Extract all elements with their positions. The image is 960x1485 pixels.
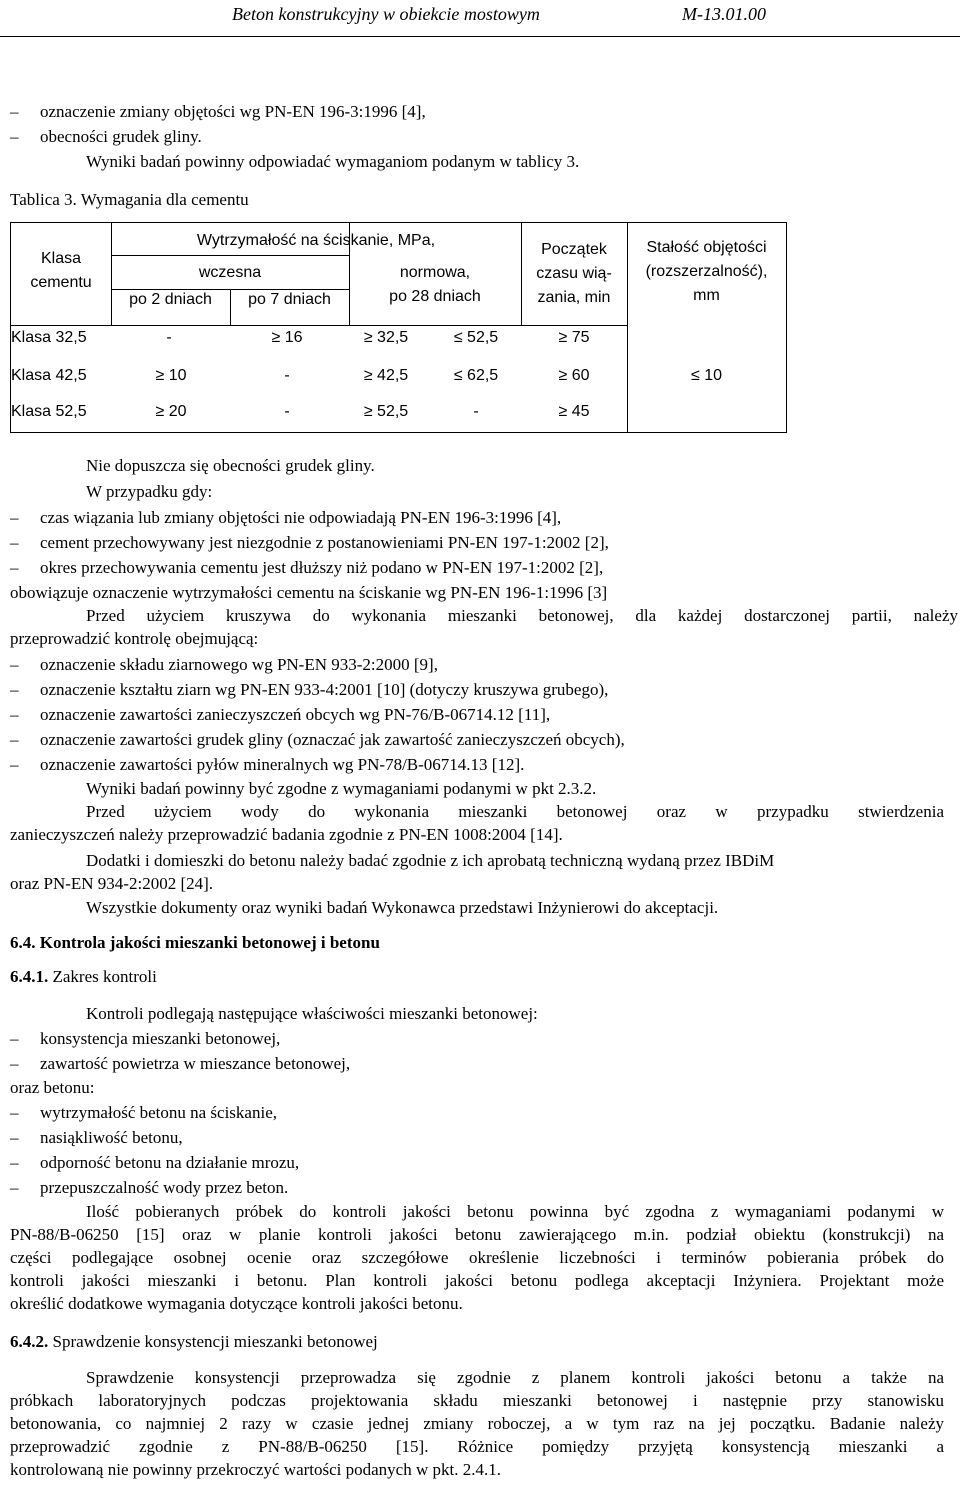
list-item-text: oznaczenie kształtu ziarn wg PN-EN 933-4:2001 [10] (dotyczy kruszywa grubego), — [40, 680, 609, 699]
table-cell: ≥ 10 — [155, 367, 187, 384]
table-cell: ≤ 62,5 — [453, 367, 499, 384]
list-item-text: oznaczenie zawartości pyłów mineralnych wg PN-78/B-06714.13 [12]. — [40, 755, 525, 774]
list-item-text: zawartość powietrza w mieszance betonowej, — [40, 1054, 351, 1073]
paragraph: PN-88/B-06250 [15] oraz w planie kontroli jakości betonu zawierającego m.in. podział obiektu (konstrukcji) na — [10, 1225, 944, 1244]
list-item-text: oznaczenie zmiany objętości wg PN-EN 196-3:1996 [4], — [40, 102, 426, 121]
header-stability: Stałość objętości — [646, 239, 767, 256]
table-caption: Tablica 3. Wymagania dla cementu — [10, 190, 249, 209]
document-code: M-13.01.00 — [682, 4, 766, 24]
paragraph: kontrolowaną nie powinny przekroczyć wartości podanych w pkt. 2.4.1. — [10, 1460, 501, 1479]
table-cell: ≥ 45 — [558, 403, 590, 420]
table-cell: ≤ 52,5 — [453, 329, 499, 346]
list-item-text: oznaczenie zawartości grudek gliny (oznaczać jak zawartość zanieczyszczeń obcych), — [40, 730, 625, 749]
paragraph: Wyniki badań powinny odpowiadać wymaganiom podanym w tablicy 3. — [86, 152, 580, 171]
table-cell: ≥ 60 — [558, 367, 590, 384]
list-item: – cement przechowywany jest niezgodnie z postanowieniami PN-EN 197-1:2002 [2], — [10, 533, 609, 552]
list-item-text: czas wiązania lub zmiany objętości nie odpowiadają PN-EN 196-3:1996 [4], — [40, 508, 562, 527]
header-klasa: Klasa — [40, 250, 82, 267]
paragraph: Przed użyciem wody do wykonania mieszanki betonowej oraz w przypadku stwierdzenia — [86, 802, 944, 821]
paragraph: Sprawdzenie konsystencji przeprowadza się zgodnie z planem kontroli jakości betonu a także na — [86, 1368, 944, 1387]
list-item: – oznaczenie zmiany objętości wg PN-EN 196-3:1996 [4], — [10, 102, 426, 121]
list-item-text: cement przechowywany jest niezgodnie z postanowieniami PN-EN 197-1:2002 [2], — [40, 533, 609, 552]
subsection-heading — [10, 1331, 378, 1353]
header-strength: Wytrzymałość na ściskanie, MPa, — [196, 232, 436, 249]
table-cell: - — [166, 329, 172, 346]
paragraph: Ilość pobieranych próbek do kontroli jakości betonu powinna być zgodna z wymaganiami podanymi w — [86, 1202, 944, 1221]
list-item: – przepuszczalność wody przez beton. — [10, 1178, 289, 1197]
paragraph: Wyniki badań powinny być zgodne z wymaganiami podanymi w pkt 2.3.2. — [86, 779, 597, 798]
paragraph: obowiązuje oznaczenie wytrzymałości cementu na ściskanie wg PN-EN 196-1:1996 [3] — [10, 583, 608, 602]
list-item-text: oznaczenie składu ziarnowego wg PN-EN 933-2:2000 [9], — [40, 655, 438, 674]
list-item-text: odporność betonu na działanie mrozu, — [40, 1153, 300, 1172]
paragraph: Przed użyciem kruszywa do wykonania mieszanki betonowej, dla każdej dostarczonej partii, należy — [86, 606, 958, 625]
paragraph: Dodatki i domieszki do betonu należy badać zgodnie z ich aprobatą techniczną wydaną przez IBDiM — [86, 851, 775, 870]
list-item-text: obecności grudek gliny. — [40, 127, 202, 146]
paragraph: Wszystkie dokumenty oraz wyniki badań Wykonawca przedstawi Inżynierowi do akceptacji. — [86, 898, 719, 917]
header-normal: po 28 dniach — [389, 288, 481, 305]
list-item-text: nasiąkliwość betonu, — [40, 1128, 183, 1147]
table-cell: ≥ 16 — [271, 329, 303, 346]
subsection-heading — [10, 966, 157, 988]
table-cell: - — [284, 403, 290, 420]
list-item-text: wytrzymałość betonu na ściskanie, — [40, 1103, 277, 1122]
table-cell: ≥ 32,5 — [363, 329, 409, 346]
table-cell: - — [473, 403, 479, 420]
document-title: Beton konstrukcyjny w obiekcie mostowym — [232, 4, 540, 24]
list-item: – okres przechowywania cementu jest dłuższy niż podano w PN-EN 197-1:2002 [2], — [10, 558, 604, 577]
table-cell-klasa: Klasa 42,5 — [11, 367, 87, 384]
header-stability: (rozszerzalność), — [645, 263, 768, 280]
list-item: – zawartość powietrza w mieszance betonowej, — [10, 1054, 351, 1073]
list-item-text: okres przechowywania cementu jest dłuższy niż podano w PN-EN 197-1:2002 [2], — [40, 558, 604, 577]
paragraph: W przypadku gdy: — [86, 482, 213, 501]
page-header — [0, 0, 960, 37]
cement-requirements-table — [10, 222, 787, 433]
list-item-text: konsystencja mieszanki betonowej, — [40, 1029, 281, 1048]
header-setting: zania, min — [537, 289, 611, 306]
paragraph: przeprowadzić zgodnie z PN-88/B-06250 [15]. Różnice pomiędzy przyjętą konsystencją mieszanki a — [10, 1437, 944, 1456]
list-item: – oznaczenie zawartości pyłów mineralnych wg PN-78/B-06714.13 [12]. — [10, 755, 525, 774]
header-7-days: po 7 dniach — [248, 291, 331, 308]
header-normal: normowa, — [399, 264, 471, 281]
list-item-text: przepuszczalność wody przez beton. — [40, 1178, 289, 1197]
paragraph: Kontroli podlegają następujące właściwości mieszanki betonowej: — [86, 1004, 538, 1023]
table-cell-stability: ≤ 10 — [690, 367, 723, 384]
table-cell: ≥ 75 — [558, 329, 590, 346]
header-stability: mm — [693, 287, 720, 304]
list-item: – obecności grudek gliny. — [10, 127, 202, 146]
header-2-days: po 2 dniach — [129, 291, 212, 308]
paragraph: przeprowadzić kontrolę obejmującą: — [10, 629, 259, 648]
paragraph: oraz PN-EN 934-2:2002 [24]. — [10, 874, 214, 893]
header-setting: Początek — [541, 241, 607, 258]
paragraph: części podlegające osobnej ocenie oraz szczegółowe określenie liczebności i terminów pobierania próbek do — [10, 1248, 944, 1267]
list-item: – oznaczenie zawartości zanieczyszczeń obcych wg PN-76/B-06714.12 [11], — [10, 705, 551, 724]
table-cell: ≥ 52,5 — [363, 403, 409, 420]
list-item: – wytrzymałość betonu na ściskanie, — [10, 1103, 277, 1122]
list-item: – oznaczenie zawartości grudek gliny (oznaczać jak zawartość zanieczyszczeń obcych), — [10, 730, 625, 749]
header-klasa: cementu — [30, 274, 92, 291]
subsection-number: 6.4.2. — [10, 1332, 49, 1351]
subsection-title: Sprawdzenie konsystencji mieszanki betonowej — [52, 1332, 378, 1351]
paragraph: próbkach laboratoryjnych podczas projektowania składu mieszanki betonowej i następnie przy stanowisku — [10, 1391, 944, 1410]
header-setting: czasu wią- — [536, 265, 612, 282]
paragraph: określić dodatkowe wymagania dotyczące kontroli jakości betonu. — [10, 1294, 463, 1313]
paragraph: zanieczyszczeń należy przeprowadzić badania zgodnie z PN-EN 1008:2004 [14]. — [10, 825, 563, 844]
table-cell-klasa: Klasa 52,5 — [11, 403, 87, 420]
paragraph: kontroli jakości mieszanki i betonu. Plan kontroli jakości betonu podlega akceptacji Inżyniera. Projektant może — [10, 1271, 944, 1290]
list-item-text: oznaczenie zawartości zanieczyszczeń obcych wg PN-76/B-06714.12 [11], — [40, 705, 551, 724]
list-item: – oznaczenie kształtu ziarn wg PN-EN 933-4:2001 [10] (dotyczy kruszywa grubego), — [10, 680, 609, 699]
table-cell-klasa: Klasa 32,5 — [11, 329, 87, 346]
list-item: – oznaczenie składu ziarnowego wg PN-EN 933-2:2000 [9], — [10, 655, 438, 674]
table-cell: - — [284, 367, 290, 384]
paragraph: oraz betonu: — [10, 1078, 95, 1097]
section-heading: 6.4. Kontrola jakości mieszanki betonowej i betonu — [10, 933, 380, 952]
table-cell: ≥ 42,5 — [363, 367, 409, 384]
list-item: – odporność betonu na działanie mrozu, — [10, 1153, 300, 1172]
list-item: – konsystencja mieszanki betonowej, — [10, 1029, 281, 1048]
paragraph: Nie dopuszcza się obecności grudek gliny. — [86, 456, 375, 475]
table-cell: ≥ 20 — [155, 403, 187, 420]
list-item: – czas wiązania lub zmiany objętości nie odpowiadają PN-EN 196-3:1996 [4], — [10, 508, 562, 527]
subsection-title: Zakres kontroli — [52, 967, 157, 986]
header-early: wczesna — [198, 264, 262, 281]
list-item: – nasiąkliwość betonu, — [10, 1128, 183, 1147]
paragraph: betonowania, co najmniej 2 razy w czasie jednej zmiany roboczej, a w tym raz na jej początku. Badanie należy — [10, 1414, 944, 1433]
subsection-number: 6.4.1. — [10, 967, 49, 986]
